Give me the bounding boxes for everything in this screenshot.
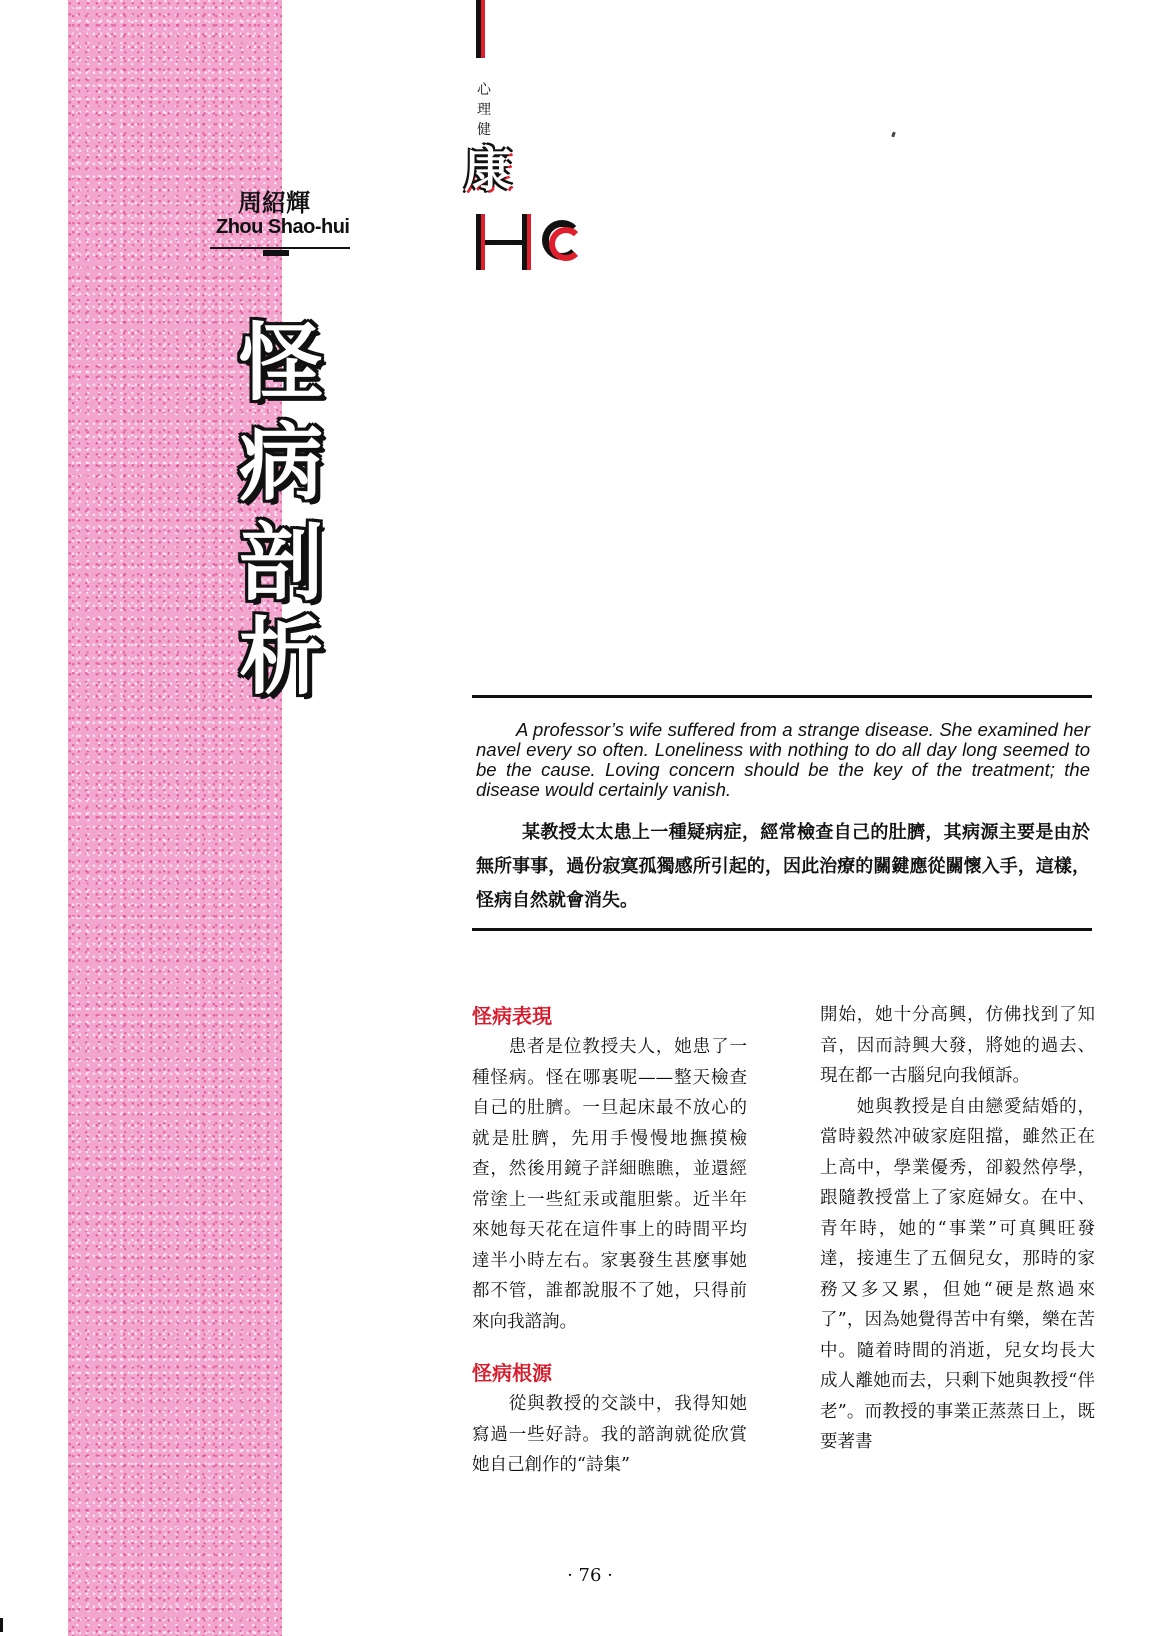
logo-letter-h-crossbar <box>485 240 527 245</box>
logo-category-char: 理 <box>477 102 491 118</box>
logo-category-char: 心 <box>477 82 491 98</box>
abstract-chinese: 某教授太太患上一種疑病症，經常檢查自己的肚臍，其病源主要是由於無所事事，過份寂寞孤獨感所引起的，因此治療的關鍵應從關懷入手，這樣，怪病自然就會消失。 <box>476 822 1090 911</box>
body-paragraph: 開始，她十分高興，仿佛找到了知音，因而詩興大發，將她的過去、現在都一古腦兒向我傾訴。 <box>820 1005 1095 1086</box>
body-paragraph: 她與教授是自由戀愛結婚的，當時毅然冲破家庭阻擋，雖然正在上高中，學業優秀，卻毅然停學，跟隨教授當上了家庭婦女。在中、青年時，她的“事業”可真興旺發達，接連生了五個兒女，那時的家務又多又累，但她“硬是熬過來了”，因為她覺得苦中有樂，樂在苦中。隨着時間的消逝，兒女均長大成人離她而去，只剩下她與教授“伴老”。而教授的事業正蒸蒸日上，既要著書 <box>820 1096 1095 1452</box>
author-name-cn: 周紹輝 <box>238 189 310 217</box>
body-paragraph: 患者是位教授夫人，她患了一種怪病。怪在哪裏呢——整天檢查自己的肚臍。一旦起床最不放心的就是肚臍，先用手慢慢地撫摸檢查，然後用鏡子詳細瞧瞧，並還經常塗上一些紅汞或龍胆紫。近半年來她每天花在這件事上的時間平均達半小時左右。家裏發生甚麼事她都不管，誰都說服不了她，只得前來向我諮詢。 <box>472 1037 747 1332</box>
body-column-left <box>472 1000 747 1481</box>
section-heading: 怪病根源 <box>472 1361 552 1385</box>
abstract-bottom-rule <box>472 928 1092 931</box>
title-char-3: 剖 <box>238 514 323 612</box>
title-char-4: 析 <box>238 608 323 706</box>
logo-accent-char: 康 <box>463 142 512 198</box>
print-speck <box>891 132 896 138</box>
author-underline-block <box>263 250 289 256</box>
page-number: · 76 · <box>567 1565 613 1586</box>
body-column-right <box>820 1000 1095 1458</box>
abstract-english: A professor’s wife suffered from a strange disease. She examined her navel every so often. Loneliness with nothing to do all day long seemed to be the cause. Loving concern should be the key of the treatment; the disease would certainly vanish. <box>476 719 1090 800</box>
decorative-pink-band <box>68 0 282 1636</box>
author-underline <box>210 247 350 249</box>
section-heading: 怪病表現 <box>472 1004 552 1028</box>
author-name-en: Zhou Shao-hui <box>216 216 350 238</box>
scan-edge-mark <box>0 1618 3 1632</box>
title-char-1: 怪 <box>238 314 323 412</box>
abstract-top-rule <box>472 695 1092 698</box>
logo-letter-h-right-accent <box>527 214 531 270</box>
body-paragraph: 從與教授的交談中，我得知她寫過一些好詩。我的諮詢就從欣賞她自己創作的“詩集” <box>472 1394 747 1475</box>
logo-letter-c-accent <box>549 227 583 261</box>
logo-category-char: 健 <box>477 122 491 138</box>
section-gap <box>472 1337 747 1357</box>
logo-category-text <box>474 80 494 140</box>
logo-bar-accent <box>481 0 485 58</box>
title-char-2: 病 <box>238 414 323 512</box>
